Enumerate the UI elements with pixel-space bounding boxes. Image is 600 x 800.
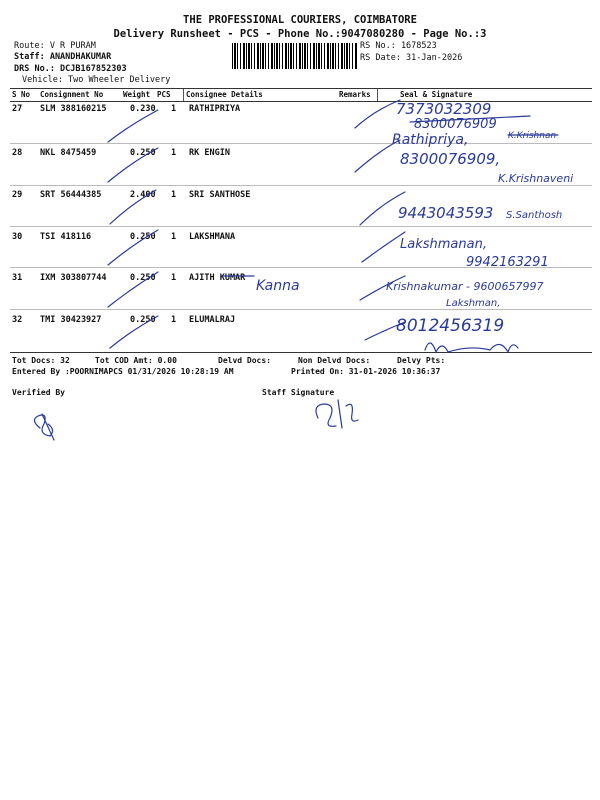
row-divider (10, 143, 592, 144)
col-pcs: PCS (157, 90, 171, 99)
row-consignee: ELUMALRAJ (189, 315, 236, 325)
verified-signature (42, 414, 54, 440)
row-consignee: RATHIPRIYA (189, 104, 241, 114)
row-consignee: AJITH KUMAR (189, 273, 246, 283)
col-seal: Seal & Signature (400, 90, 473, 99)
header-divider (377, 89, 378, 101)
company-title: THE PROFESSIONAL COURIERS, COIMBATORE (183, 14, 417, 26)
row-sno: 32 (12, 315, 23, 325)
row-pcs: 1 (171, 273, 177, 283)
row-weight: 0.250 (130, 232, 156, 242)
row-consignment: NKL 8475459 (40, 148, 97, 158)
handwritten-phone: 8300076909 (414, 117, 497, 132)
handwritten-name: K.Krishnaveni (498, 172, 574, 185)
total-docs: Tot Docs: 32 (12, 356, 70, 365)
staff-signature-mark (316, 400, 358, 428)
row-consignment: IXM 303807744 (40, 273, 107, 283)
handwritten-name: Rathipriya, (392, 132, 469, 148)
table-bottom-rule (10, 352, 592, 353)
delivered-docs: Delvd Docs: (218, 356, 271, 365)
row-weight: 0.250 (130, 315, 156, 325)
handwritten-name: Krishnakumar - 9600657997 (386, 280, 544, 293)
row-sno: 29 (12, 190, 23, 200)
col-consignment: Consignment No (40, 90, 104, 99)
row-weight: 0.250 (130, 273, 156, 283)
header-top-rule (10, 88, 592, 89)
table-row (0, 148, 600, 162)
col-weight: Weight (123, 90, 151, 99)
row-consignee: LAKSHMANA (189, 232, 236, 242)
row-consignment: SLM 388160215 (40, 104, 107, 114)
row-divider (10, 309, 592, 310)
staff-signature-label: Staff Signature (262, 388, 335, 397)
row-sno: 28 (12, 148, 23, 158)
rs-date: RS Date: 31-Jan-2026 (360, 53, 463, 63)
handwritten-phone: 9443043593 (398, 204, 494, 222)
row-weight: 0.250 (130, 148, 156, 158)
handwritten-phone: 8300076909, (400, 150, 501, 168)
handwritten-name: Lakshmanan, (400, 237, 487, 252)
vehicle-label: Vehicle: Two Wheeler Delivery (22, 75, 171, 85)
row-sno: 31 (12, 273, 23, 283)
row-pcs: 1 (171, 232, 177, 242)
row-sno: 30 (12, 232, 23, 242)
table-row (0, 190, 600, 204)
handwritten-phone: 9942163291 (466, 255, 549, 270)
non-delivered-docs: Non Delvd Docs: (298, 356, 371, 365)
handwritten-name: K.Krishnan (508, 131, 557, 141)
handwritten-name: Kanna (256, 278, 300, 294)
printed-on: Printed On: 31-01-2026 10:36:37 (291, 367, 441, 376)
col-remarks: Remarks (339, 90, 371, 99)
row-sno: 27 (12, 104, 23, 114)
delivery-points: Delvy Pts: (397, 356, 446, 365)
row-weight: 2.400 (130, 190, 156, 200)
row-divider (10, 226, 592, 227)
entered-by: Entered By :POORNIMAPCS 01/31/2026 10:28:19 AM (12, 367, 234, 376)
row-divider (10, 185, 592, 186)
row-consignment: SRT 56444385 (40, 190, 102, 200)
route-label: Route: V R PURAM (14, 41, 96, 51)
row-consignment: TSI 418116 (40, 232, 92, 242)
table-row (0, 232, 600, 246)
runsheet-subtitle: Delivery Runsheet - PCS - Phone No.:9047080280 - Page No.:3 (113, 28, 487, 40)
col-sno: S No (12, 90, 31, 99)
row-pcs: 1 (171, 190, 177, 200)
drs-label: DRS No.: DCJB167852303 (14, 64, 127, 74)
row-divider (10, 267, 592, 268)
row-consignment: TMI 30423927 (40, 315, 102, 325)
handwritten-name: S.Santhosh (506, 210, 563, 221)
handwritten-phone: 8012456319 (396, 316, 505, 336)
row-pcs: 1 (171, 104, 177, 114)
table-row (0, 273, 600, 287)
row-pcs: 1 (171, 315, 177, 325)
row-consignee: RK ENGIN (189, 148, 230, 158)
row-pcs: 1 (171, 148, 177, 158)
row-consignee: SRI SANTHOSE (189, 190, 251, 200)
staff-label: Staff: ANANDHAKUMAR (14, 52, 112, 62)
verified-signature (34, 415, 52, 436)
verified-by-label: Verified By (12, 388, 65, 397)
total-cod: Tot COD Amt: 0.00 (95, 356, 177, 365)
header-bottom-rule (10, 101, 592, 102)
table-row (0, 315, 600, 329)
col-consignee: Consignee Details (186, 90, 263, 99)
table-row (0, 104, 600, 118)
signature-mark (425, 343, 518, 352)
handwritten-phone: 7373032309 (396, 100, 492, 118)
rs-number: RS No.: 1678523 (360, 41, 437, 51)
handwritten-name: Lakshman, (446, 298, 501, 309)
header-divider (183, 89, 184, 101)
row-weight: 0.230 (130, 104, 156, 114)
barcode-image (232, 43, 358, 69)
